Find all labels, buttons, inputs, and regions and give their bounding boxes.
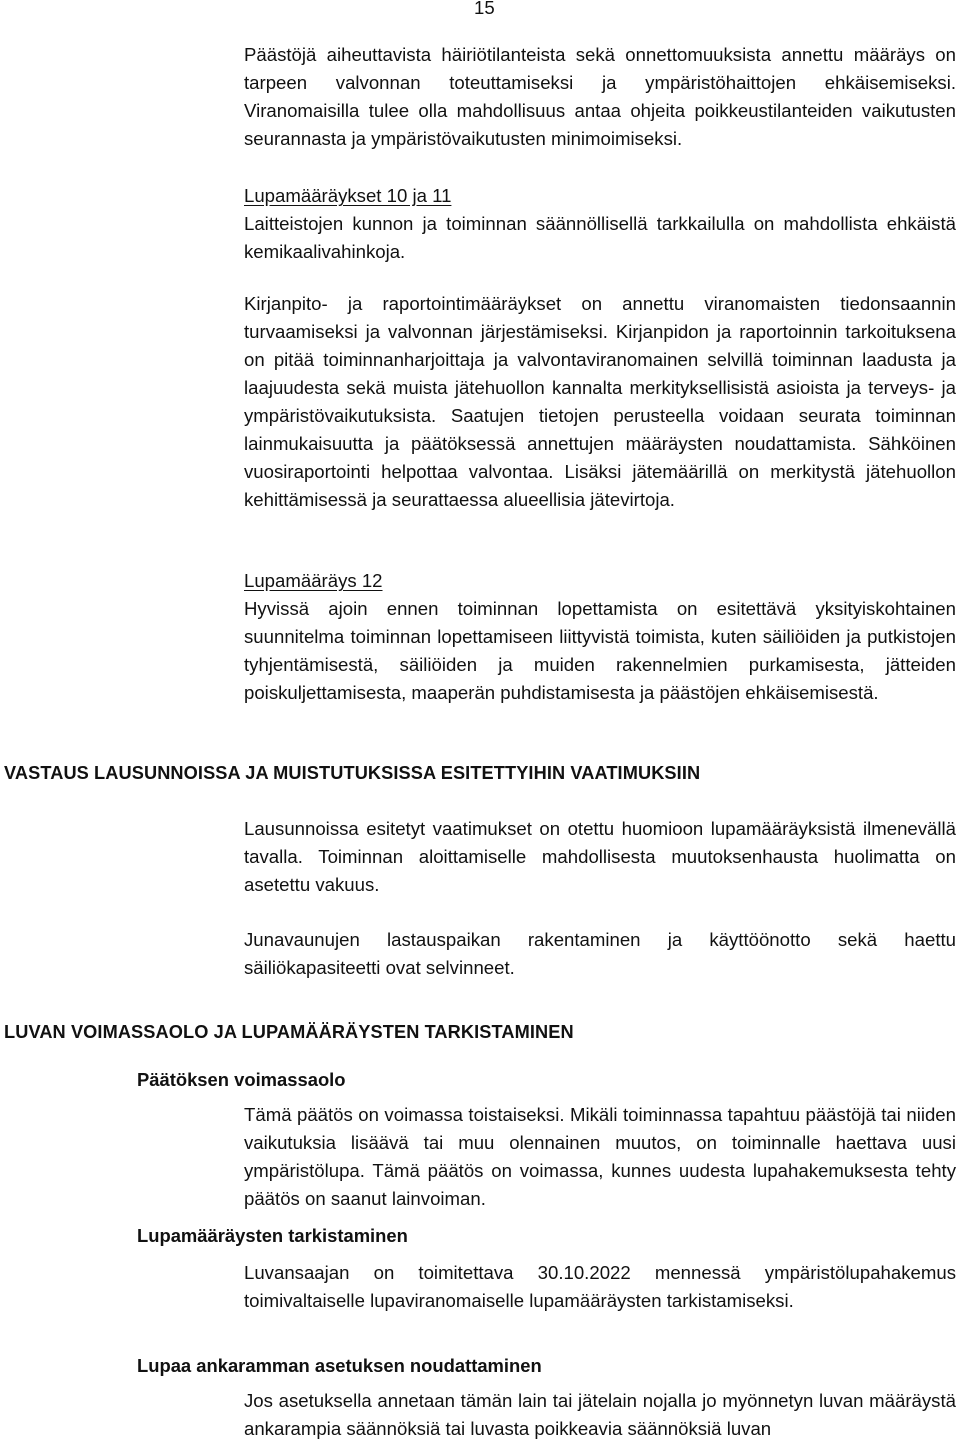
section-heading-validity: LUVAN VOIMASSAOLO JA LUPAMÄÄRÄYSTEN TARKISTAMINEN (4, 1022, 574, 1042)
page-number: 15 (474, 0, 495, 18)
paragraph-response-1 (244, 815, 956, 899)
section-heading-responses: VASTAUS LAUSUNNOISSA JA MUISTUTUKSISSA ESITETTYIHIN VAATIMUKSIIN (4, 763, 701, 783)
subsection-heading-stricter-decree: Lupaa ankaramman asetuksen noudattaminen (137, 1355, 542, 1376)
paragraph-decision-validity (244, 1101, 956, 1213)
paragraph-text: Lausunnoissa esitetyt vaatimukset on otettu huomioon lupamääräyksistä ilmenevällä tavalla. Toiminnan aloittamiselle mahdollisesta muutoksenhausta huolimatta on asetettu vakuus. (244, 818, 956, 895)
subheading-regulation-12: Lupamääräys 12 (244, 570, 383, 591)
paragraph-text: Jos asetuksella annetaan tämän lain tai jätelain nojalla jo myönnetyn luvan määräystä ankarampia säännöksiä tai luvasta poikkeavia säännöksiä luvan (244, 1390, 956, 1439)
permit-regulations-10-11 (244, 182, 956, 266)
subheading-regulations-10-11: Lupamääräykset 10 ja 11 (244, 185, 452, 206)
subsection-heading-review: Lupamääräysten tarkistaminen (137, 1225, 408, 1246)
paragraph-incident-regulation (244, 41, 956, 153)
paragraph-review (244, 1259, 956, 1315)
paragraph-text: Junavaunujen lastauspaikan rakentaminen ja käyttöönotto sekä haettu säiliökapasiteetti ovat selvinneet. (244, 929, 956, 978)
paragraph-text: Kirjanpito- ja raportointimääräykset on annettu viranomaisten tiedonsaannin turvaamiseksi ja valvonnan järjestämiseksi. Kirjanpidon ja raportoinnin tarkoituksena on pitää toiminnanharjoittaja ja valvontaviranomainen selvillä toiminnan laadusta ja laajuudesta sekä muista jätehuollon kannalta merkityksellisistä asioista ja terveys- ja ympäristövaikutuksista. Saatujen tietojen perusteella voidaan seurata toiminnan lainmukaisuutta ja päätöksessä annettujen määräysten noudattamista. Sähköinen vuosiraportointi helpottaa valvontaa. Lisäksi jätemäärillä on merkitystä jätehuollon kehittämisessä ja seurattaessa alueellisia jätevirtoja. (244, 293, 956, 510)
paragraph-text: Laitteistojen kunnon ja toiminnan säännöllisellä tarkkailulla on mahdollista ehkäistä kemikaalivahinkoja. (244, 213, 956, 262)
paragraph-text: Tämä päätös on voimassa toistaiseksi. Mikäli toiminnassa tapahtuu päästöjä tai niiden vaikutuksia lisäävä tai muu olennainen muutos, on toiminnalle haettava uusi ympäristölupa. Tämä päätös on voimassa, kunnes uudesta lupahakemuksesta tehty päätös on saanut lainvoiman. (244, 1104, 956, 1209)
paragraph-text: Päästöjä aiheuttavista häiriötilanteista sekä onnettomuuksista annettu määräys on tarpeen valvonnan toteuttamiseksi ja ympäristöhaittojen ehkäisemiseksi. Viranomaisilla tulee olla mahdollisuus antaa ohjeita poikkeustilanteiden vaikutusten seurannasta ja ympäristövaikutusten minimoimiseksi. (244, 44, 956, 149)
subsection-heading-decision-validity: Päätöksen voimassaolo (137, 1069, 346, 1090)
paragraph-text: Hyvissä ajoin ennen toiminnan lopettamista on esitettävä yksityiskohtainen suunnitelma toiminnan lopettamiseen liittyvistä toimista, kuten säiliöiden ja putkistojen tyhjentämisestä, säiliöiden ja muiden rakennelmien purkamisesta, jätteiden poiskuljettamisesta, maaperän puhdistamisesta ja päästöjen ehkäisemisestä. (244, 598, 956, 703)
paragraph-response-2 (244, 926, 956, 982)
paragraph-stricter-decree (244, 1387, 956, 1443)
paragraph-text: Luvansaajan on toimitettava 30.10.2022 mennessä ympäristölupahakemus toimivaltaiselle lupaviranomaiselle lupamääräysten tarkistamiseksi. (244, 1262, 956, 1311)
paragraph-bookkeeping (244, 290, 956, 514)
permit-regulation-12 (244, 567, 956, 707)
